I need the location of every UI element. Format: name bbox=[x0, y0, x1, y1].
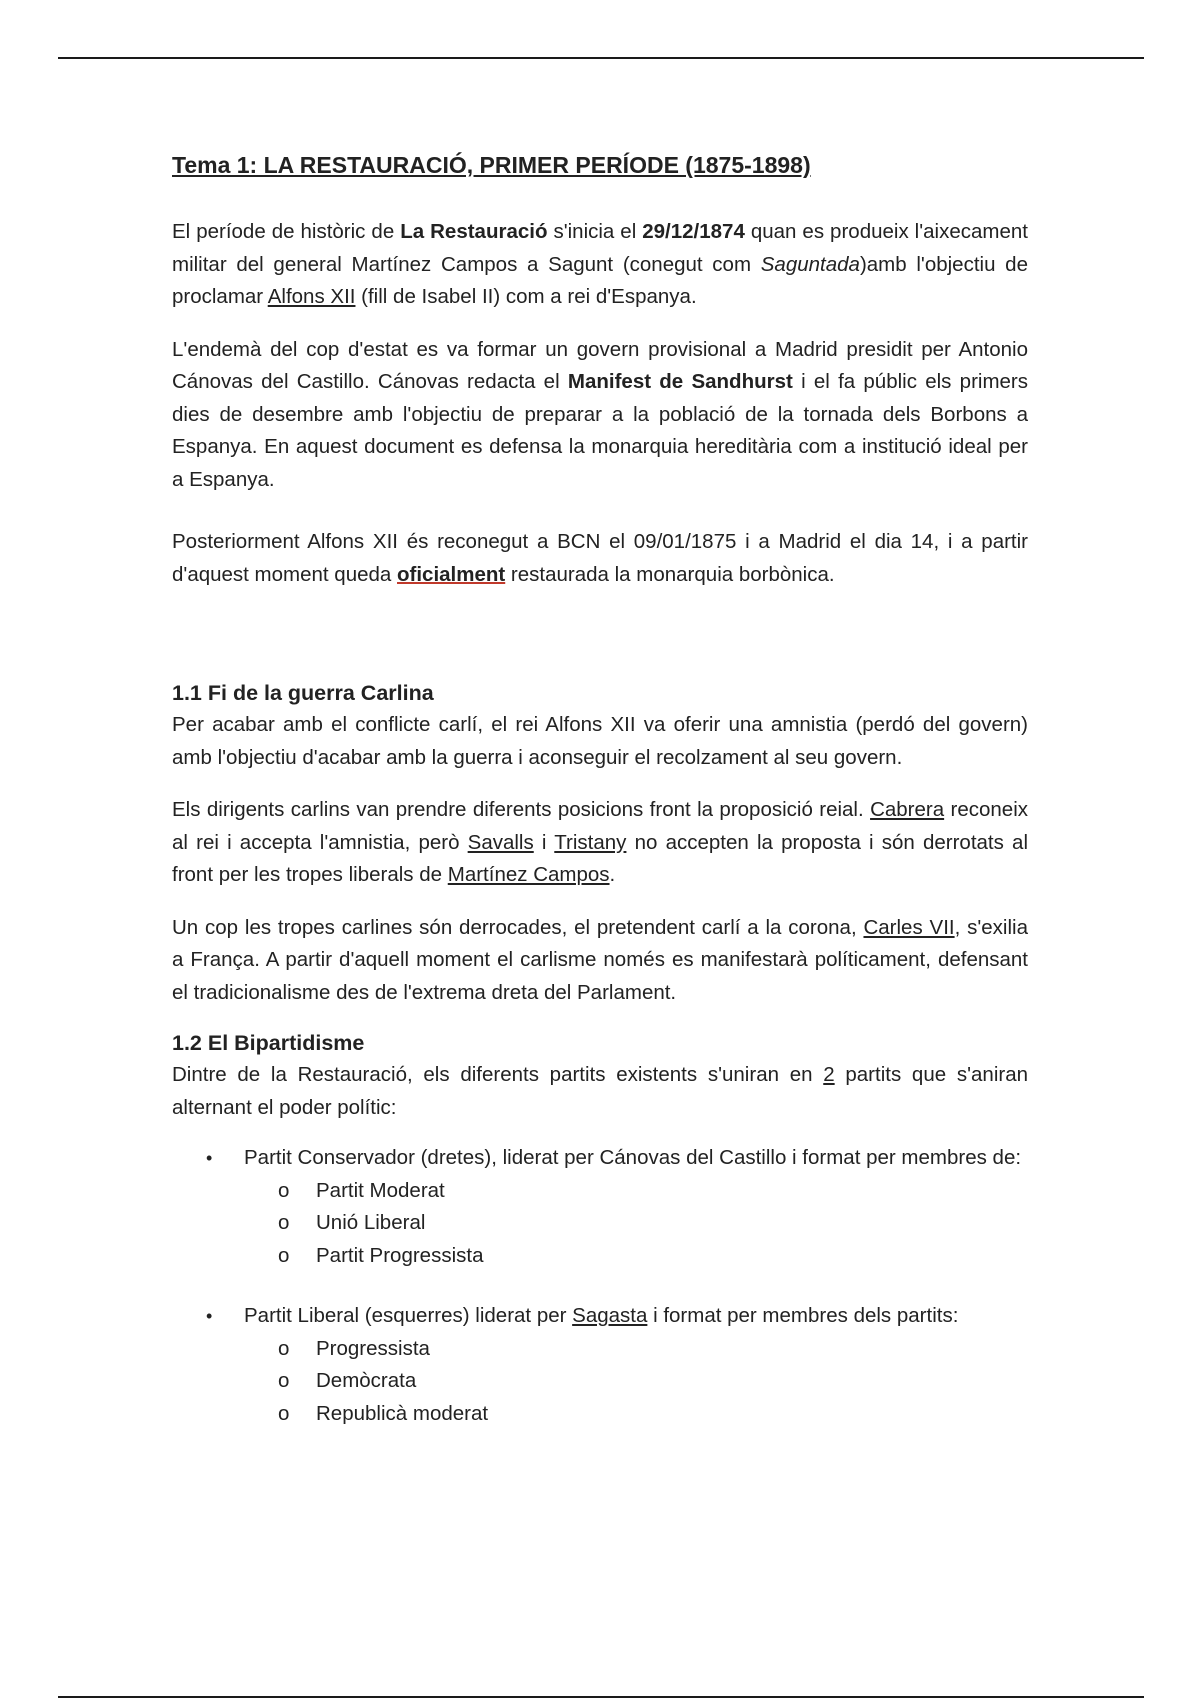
sub-bullet-icon: o bbox=[278, 1336, 290, 1360]
sub-item-text: Progressista bbox=[316, 1336, 430, 1360]
sub-bullet-icon: o bbox=[278, 1243, 290, 1267]
term-saguntada: Saguntada bbox=[760, 252, 860, 276]
bullet-icon: • bbox=[206, 1148, 213, 1168]
document-body bbox=[172, 148, 1028, 1430]
term-oficialment: oficialment bbox=[397, 562, 506, 586]
conservador-text: Partit Conservador (dretes), liderat per Cánovas del Castillo i format per membres de: bbox=[244, 1146, 1022, 1169]
list-item bbox=[244, 1398, 1028, 1431]
intro-paragraph bbox=[172, 216, 1028, 314]
liberal-sublist bbox=[244, 1333, 1028, 1431]
header-rule bbox=[58, 57, 1144, 59]
posterior-paragraph bbox=[172, 526, 1028, 591]
sub-item-text: Unió Liberal bbox=[316, 1211, 426, 1234]
conservador-sublist bbox=[244, 1175, 1028, 1273]
sub-item-text: Partit Progressista bbox=[316, 1243, 484, 1267]
text-span: Dintre de la Restauració, els diferents partits existents s'uniran en bbox=[172, 1063, 824, 1086]
text-span: L'endemà del cop d'estat es va formar un govern provisional a Madrid presidit per Antonio Cánovas del Castillo. Cánovas redacta el bbox=[172, 337, 1028, 393]
sub-bullet-icon: o bbox=[278, 1178, 290, 1202]
term-alfons-xii: Alfons XII bbox=[267, 285, 356, 308]
text-span: (fill de Isabel II) com a rei d'Espanya. bbox=[355, 285, 697, 308]
date-start: 29/12/1874 bbox=[642, 220, 745, 243]
text-span: )amb l'objectiu de proclamar bbox=[172, 252, 1028, 308]
sub-bullet-icon: o bbox=[278, 1369, 290, 1392]
name-tristany: Tristany bbox=[554, 830, 627, 854]
list-item bbox=[244, 1240, 1028, 1273]
text-span: quan es produeix l'aixecament militar del general Martínez Campos a Sagunt (conegut com bbox=[172, 220, 1028, 276]
term-manifest: Manifest de Sandhurst bbox=[567, 370, 793, 393]
sub-bullet-icon: o bbox=[278, 1401, 290, 1425]
list-item bbox=[244, 1175, 1028, 1208]
text-span: s'inicia el bbox=[547, 220, 643, 243]
text-span: i el fa públic els primers dies de desembre amb l'objectiu de preparar a la població de la tornada dels Borbons a Espanya. En aquest document es defensa la monarquia hereditària com a institució ideal per a Espanya. bbox=[172, 370, 1029, 491]
name-martinez-campos: Martínez Campos bbox=[447, 863, 610, 886]
text-span: . bbox=[609, 863, 616, 886]
text-span: Els dirigents carlins van prendre diferents posicions front la proposició reial. bbox=[172, 798, 871, 821]
text-span: Posteriorment Alfons XII és reconegut a BCN el 09/01/1875 i a Madrid el dia 14, i a partir d'aquest moment queda bbox=[172, 530, 1028, 586]
text-span: restaurada la monarquia borbònica. bbox=[505, 562, 835, 586]
name-cabrera: Cabrera bbox=[870, 798, 945, 821]
name-sagasta: Sagasta bbox=[572, 1304, 648, 1327]
footer-rule bbox=[58, 1696, 1144, 1698]
text-span: i format per membres dels partits: bbox=[647, 1304, 959, 1327]
carlina-paragraph-3 bbox=[172, 912, 1028, 1010]
party-list bbox=[172, 1142, 1028, 1430]
term-restauracio: La Restauració bbox=[400, 220, 548, 243]
document-title: Tema 1: LA RESTAURACIÓ, PRIMER PERÍODE (1875-1898) bbox=[172, 152, 811, 178]
bipartidisme-intro bbox=[172, 1059, 1028, 1124]
list-item-liberal bbox=[172, 1300, 1028, 1430]
text-span: , s'exilia a França. A partir d'aquell moment el carlisme només es manifestarà políticament, defensant el tradicionalisme des de l'extrema dreta del Parlament. bbox=[172, 915, 1028, 1004]
text-span: i bbox=[533, 830, 555, 854]
party-count: 2 bbox=[823, 1063, 835, 1086]
sub-item-text: Demòcrata bbox=[316, 1369, 417, 1392]
list-item bbox=[244, 1365, 1028, 1398]
list-item bbox=[244, 1207, 1028, 1240]
heading-bipartidisme: 1.2 El Bipartidisme bbox=[172, 1031, 365, 1055]
text-span: El període de històric de bbox=[172, 220, 401, 243]
carlina-paragraph-1: Per acabar amb el conflicte carlí, el rei Alfons XII va oferir una amnistia (perdó del govern) amb l'objectiu d'acabar amb la guerra i aconseguir el recolzament al seu govern. bbox=[172, 713, 1028, 769]
text-span: Partit Liberal (esquerres) liderat per bbox=[244, 1304, 573, 1327]
name-carles-vii: Carles VII bbox=[863, 915, 955, 939]
sub-item-text: Republicà moderat bbox=[316, 1401, 489, 1425]
text-span: reconeix al rei i accepta l'amnistia, però bbox=[172, 798, 1028, 854]
list-item-conservador bbox=[172, 1142, 1028, 1272]
text-span: no accepten la proposta i són derrotats al front per les tropes liberals de bbox=[172, 830, 1028, 886]
name-savalls: Savalls bbox=[467, 830, 534, 854]
heading-carlina: 1.1 Fi de la guerra Carlina bbox=[172, 681, 434, 705]
list-item bbox=[244, 1333, 1028, 1366]
sub-item-text: Partit Moderat bbox=[316, 1178, 445, 1202]
sub-bullet-icon: o bbox=[278, 1211, 290, 1234]
text-span: Un cop les tropes carlines són derrocades, el pretendent carlí a la corona, bbox=[172, 915, 864, 939]
govern-paragraph bbox=[172, 334, 1028, 497]
carlina-paragraph-2 bbox=[172, 794, 1028, 892]
bullet-icon: • bbox=[206, 1306, 213, 1326]
text-span: partits que s'aniran alternant el poder polític: bbox=[172, 1063, 1028, 1119]
